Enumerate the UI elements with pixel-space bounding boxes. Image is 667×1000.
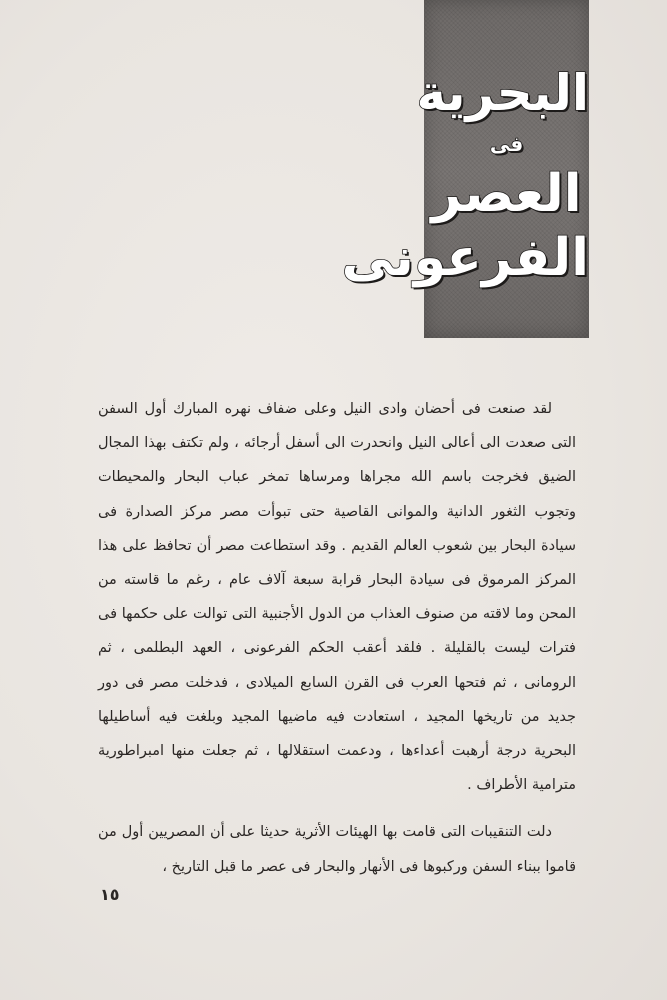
paragraph-2: دلت التنقيبات التى قامت بها الهيئات الأثرية حديثا على أن المصريين أول من قاموا ببناء السفن وركبوها فى الأنهار والبحار فى عصر ما قبل التاريخ ، — [98, 824, 576, 875]
chapter-title-line-1: البحرية — [416, 64, 589, 122]
chapter-title-line-2: فى — [489, 132, 524, 156]
body-text — [98, 392, 576, 884]
page-number: ١٥ — [100, 885, 120, 904]
chapter-title-line-3: العصر — [431, 164, 582, 224]
paragraph-1: لقد صنعت فى أحضان وادى النيل وعلى ضفاف نهره المبارك أول السفن التى صعدت الى أعالى النيل وانحدرت الى أسفل أرجائه ، ولم تكتف بهذا المجال الضيق فخرجت باسم الله مجراها ومرساها تمخر عباب البحار والمحيطات وتجوب الثغور الدانية والموانى القاصية حتى تبوأت مصر مركز الصدارة فى سيادة البحار بين شعوب العالم القديم . وقد استطاعت مصر أن تحافظ على هذا المركز المرموق فى سيادة البحار قرابة سبعة آلاف عام ، رغم ما قاسته من المحن وما لاقته من صنوف العذاب من الدول الأجنبية التى توالت على حكمها فى فترات ليست بالقليلة . فلقد أعقب الحكم الفرعونى ، العهد البطلمى ، ثم الرومانى ، ثم فتحها العرب فى القرن السابع الميلادى ، فدخلت مصر فى دور جديد من تاريخها المجيد ، استعادت فيه ماضيها المجيد وبلغت فيه أساطيلها البحرية درجة أرهبت أعداءها ، ودعمت استقلالها ، ثم جعلت منها امبراطورية مترامية الأطراف . — [98, 401, 576, 794]
chapter-title-block — [341, 0, 589, 338]
chapter-title-line-4: الفرعونى — [341, 228, 589, 288]
